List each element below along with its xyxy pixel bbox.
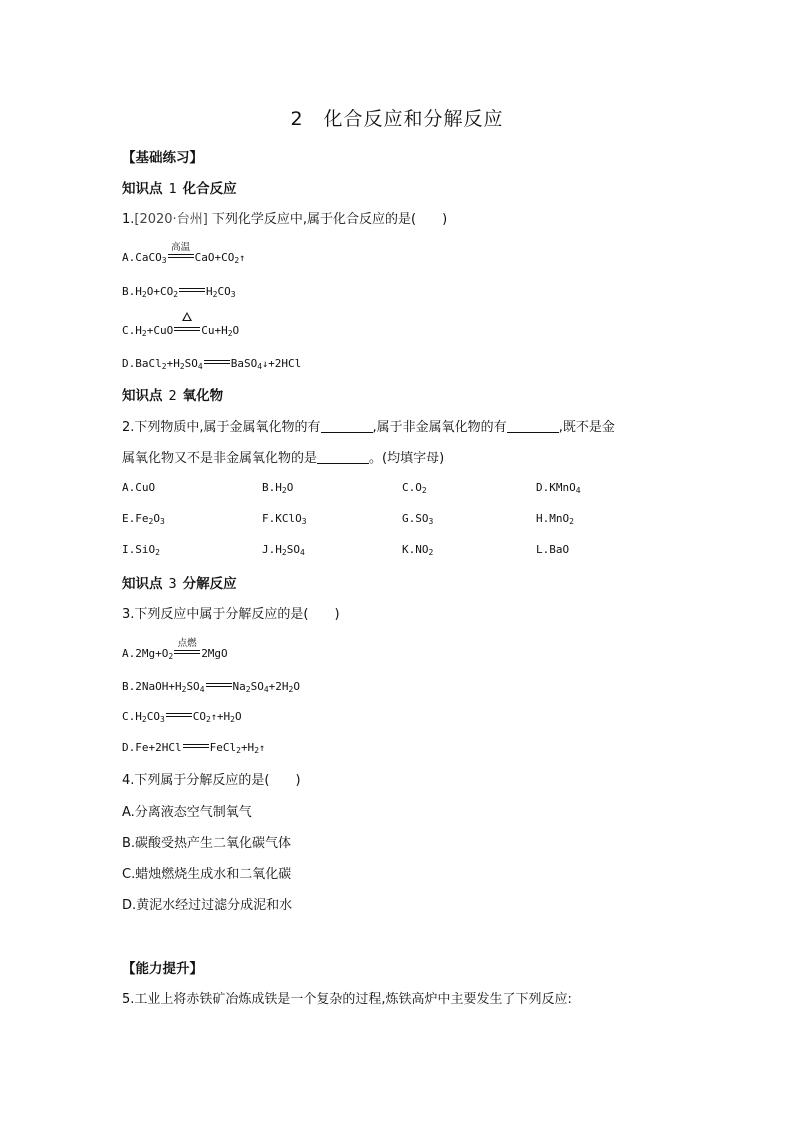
question-4-stem — [122, 769, 301, 788]
q4-option-a: A.分离液态空气制氧气 — [122, 805, 252, 820]
condition-ignite — [174, 638, 200, 658]
knowledge-point-2 — [122, 384, 223, 404]
q1-stem-text: 下列化学反应中,属于化合反应的是( — [211, 212, 417, 227]
q2-choice-j: $J.H_2SO_4$ — [262, 543, 305, 557]
q4-option-b: B.碳酸受热产生二氧化碳气体 — [122, 836, 292, 851]
q2-choice-g: $G.SO_3$ — [402, 512, 434, 526]
q2-text-3: ,既不是金 — [558, 420, 615, 435]
section-advanced: 【能力提升】 — [122, 961, 203, 977]
blank-neither[interactable] — [317, 451, 369, 464]
q2-choice-h: H.MnO$_2$ — [536, 512, 574, 526]
q3-option-b: $B.2NaOH+H_2SO_4$ $Na_2SO_4+2H_2O$ — [122, 680, 300, 694]
question-5-stem: 5.工业上将赤铁矿冶炼成铁是一个复杂的过程,炼铁高炉中主要发生了下列反应: — [122, 992, 572, 1007]
question-2-line-2 — [122, 447, 444, 466]
q2-choice-b: $B.H_2O$ — [262, 481, 294, 495]
q1-option-d: $D.BaCl_2+H_2SO_4$ BaSO$_4$↓+2HCl — [122, 357, 302, 371]
question-2-line-1 — [122, 416, 615, 435]
q2-choice-f: F.KClO$_3$ — [262, 512, 307, 526]
page-title — [0, 104, 794, 131]
kp1-number: 1 — [168, 181, 177, 197]
title-number: 2 — [290, 108, 304, 130]
q3-option-c: $C.H_2CO_3$ $CO_2↑+H_2O$ — [122, 710, 242, 724]
blank-metal-oxides[interactable] — [321, 420, 373, 433]
kp2-number: 2 — [168, 388, 177, 404]
title-text: 化合反应和分解反应 — [323, 108, 504, 130]
kp3-number: 3 — [168, 576, 177, 592]
q1-number: 1. — [122, 212, 135, 227]
q2-choice-k: $K.NO_2$ — [402, 543, 434, 557]
section-basic: 【基础练习】 — [122, 150, 203, 166]
q2-choice-e: $E.Fe_2O_3$ — [122, 512, 165, 526]
q2-text-1: 2.下列物质中,属于金属氧化物的有 — [122, 420, 321, 435]
q2-text-4: 属氧化物又不是非金属氧化物的是 — [122, 451, 318, 466]
q4-stem-end: ) — [295, 773, 301, 788]
q1-stem-end: ) — [442, 212, 448, 227]
q1-option-b: $B.H_2O+CO_2$ $H_2CO_3$ — [122, 285, 236, 299]
kp1-label: 知识点 — [122, 181, 163, 197]
q3-option-a: $A.2Mg+O_2$ 点燃 2MgO — [122, 646, 228, 660]
kp1-name: 化合反应 — [182, 181, 237, 197]
condition-label-ignite: 点燃 — [177, 638, 197, 649]
kp2-name: 氧化物 — [182, 388, 224, 404]
heat-triangle-icon — [182, 312, 192, 321]
question-1-stem — [122, 208, 447, 227]
kp3-name: 分解反应 — [182, 576, 237, 592]
q3-option-d: D.Fe+2HCl $FeCl_2+H_2↑$ — [122, 741, 266, 755]
q2-choice-c: $C.O_2$ — [402, 481, 427, 495]
question-3-stem — [122, 603, 340, 622]
condition-high-temp — [168, 242, 194, 262]
q4-option-c: C.蜡烛燃烧生成水和二氧化碳 — [122, 867, 292, 882]
kp3-label: 知识点 — [122, 576, 163, 592]
knowledge-point-3 — [122, 572, 237, 592]
q1-option-c: $C.H_2+CuO$ $Cu+H_2O$ — [122, 323, 239, 337]
q3-stem-end: ) — [334, 607, 340, 622]
condition-heat — [174, 323, 200, 335]
q2-text-5: 。(均填字母) — [369, 451, 445, 466]
q2-choice-i: I.SiO$_2$ — [122, 543, 160, 557]
q2-choice-l: L.BaO — [536, 543, 570, 556]
q3-stem-text: 3.下列反应中属于分解反应的是( — [122, 607, 309, 622]
blank-nonmetal-oxides[interactable] — [507, 420, 559, 433]
condition-label-high-temp: 高温 — [171, 242, 191, 253]
kp2-label: 知识点 — [122, 388, 163, 404]
q2-choice-a: A.CuO — [122, 481, 156, 494]
q2-text-2: ,属于非金属氧化物的有 — [372, 420, 507, 435]
q2-choice-d: D.KMnO$_4$ — [536, 481, 581, 495]
q4-stem-text: 4.下列属于分解反应的是( — [122, 773, 270, 788]
knowledge-point-1 — [122, 177, 237, 197]
q4-option-d: D.黄泥水经过过滤分成泥和水 — [122, 898, 293, 913]
q1-option-a: A.CaCO$_3$ 高温 $CaO+CO_2↑$ — [122, 250, 245, 264]
q1-source: [2020·台州] — [134, 212, 208, 227]
